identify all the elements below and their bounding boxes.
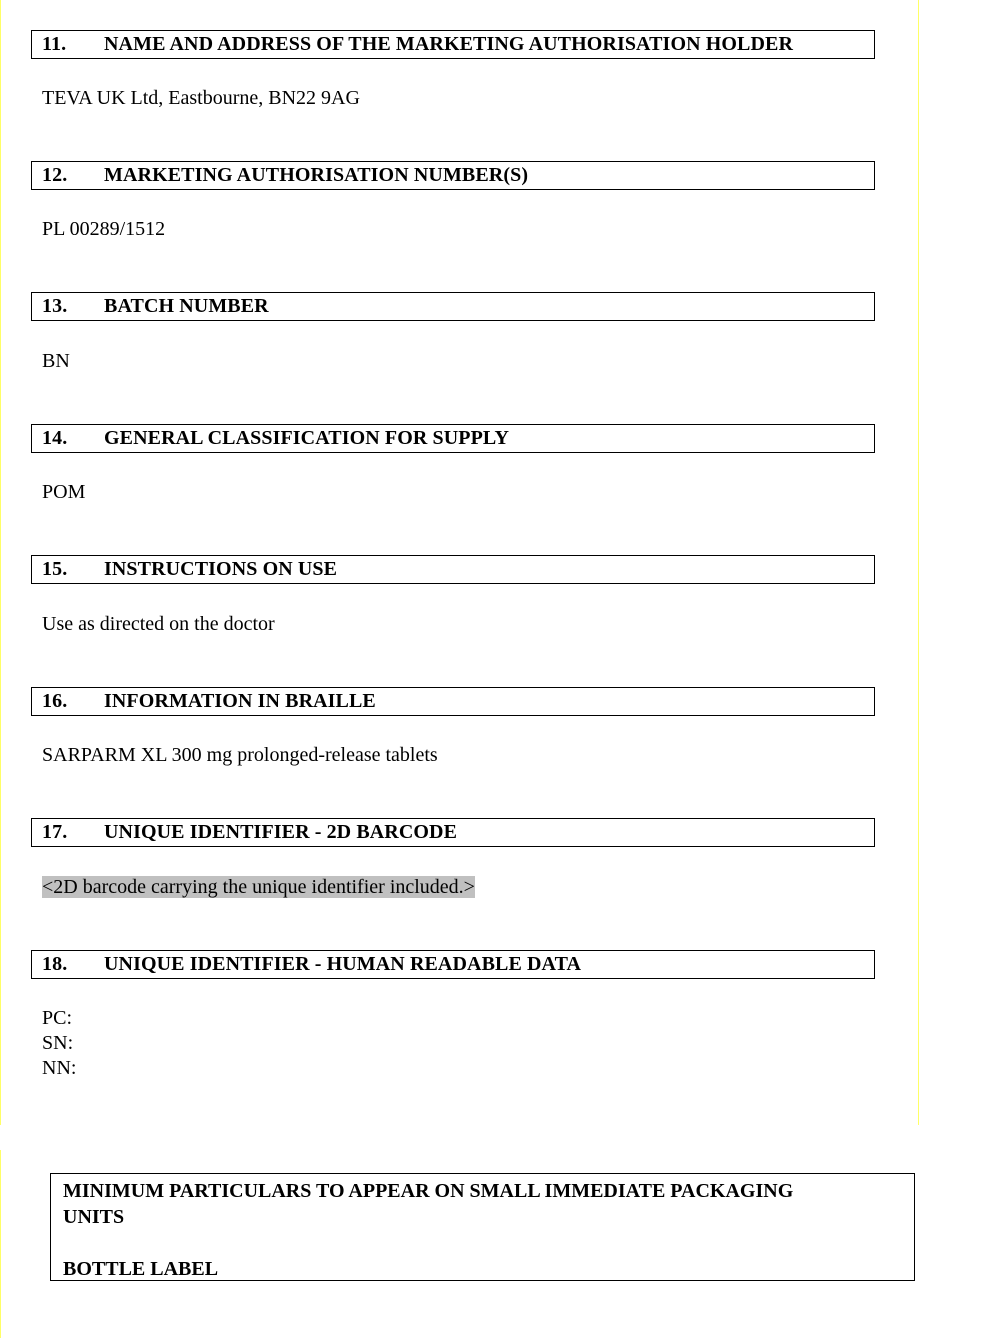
section-13-body: BN xyxy=(42,350,70,372)
section-16-header xyxy=(31,687,875,716)
section-number: 14. xyxy=(42,427,68,449)
section-13-header xyxy=(31,292,875,321)
barcode-placeholder-text: <2D barcode carrying the unique identifier included.> xyxy=(42,876,475,898)
section-18-body xyxy=(42,1006,76,1081)
section-11-header xyxy=(31,30,875,59)
box-heading-line-1: MINIMUM PARTICULARS TO APPEAR ON SMALL IMMEDIATE PACKAGING xyxy=(63,1180,794,1202)
section-title: INSTRUCTIONS ON USE xyxy=(104,558,338,580)
section-18-header xyxy=(31,950,875,979)
spacer xyxy=(63,1230,902,1256)
section-11-body: TEVA UK Ltd, Eastbourne, BN22 9AG xyxy=(42,87,360,109)
bottle-label-heading: BOTTLE LABEL xyxy=(63,1258,219,1280)
section-number: 11. xyxy=(42,33,67,55)
section-12-header xyxy=(31,161,875,190)
section-title: UNIQUE IDENTIFIER - HUMAN READABLE DATA xyxy=(104,953,582,975)
section-number: 13. xyxy=(42,295,68,317)
section-title: NAME AND ADDRESS OF THE MARKETING AUTHORISATION HOLDER xyxy=(104,33,794,55)
section-number: 17. xyxy=(42,821,68,843)
section-number: 16. xyxy=(42,690,68,712)
section-title: BATCH NUMBER xyxy=(104,295,269,317)
section-17-header xyxy=(31,818,875,847)
section-16-body: SARPARM XL 300 mg prolonged-release tablets xyxy=(42,744,438,766)
section-title: INFORMATION IN BRAILLE xyxy=(104,690,376,712)
section-number: 15. xyxy=(42,558,68,580)
left-margin-rule xyxy=(0,0,1,1125)
section-14-header xyxy=(31,424,875,453)
box-heading-line-2: UNITS xyxy=(63,1206,125,1228)
section-title: UNIQUE IDENTIFIER - 2D BARCODE xyxy=(104,821,458,843)
section-15-body: Use as directed on the doctor xyxy=(42,613,275,635)
section-number: 18. xyxy=(42,953,68,975)
small-packaging-particulars-box xyxy=(50,1173,915,1281)
right-margin-rule xyxy=(918,0,919,1125)
section-12-body: PL 00289/1512 xyxy=(42,218,166,240)
section-17-body xyxy=(42,875,475,900)
section-title: GENERAL CLASSIFICATION FOR SUPPLY xyxy=(104,427,510,449)
section-14-body: POM xyxy=(42,481,86,503)
nn-line: NN: xyxy=(42,1057,77,1079)
section-15-header xyxy=(31,555,875,584)
left-margin-rule-lower xyxy=(0,1150,1,1338)
section-number: 12. xyxy=(42,164,68,186)
section-title: MARKETING AUTHORISATION NUMBER(S) xyxy=(104,164,529,186)
sn-line: SN: xyxy=(42,1032,74,1054)
pc-line: PC: xyxy=(42,1007,73,1029)
